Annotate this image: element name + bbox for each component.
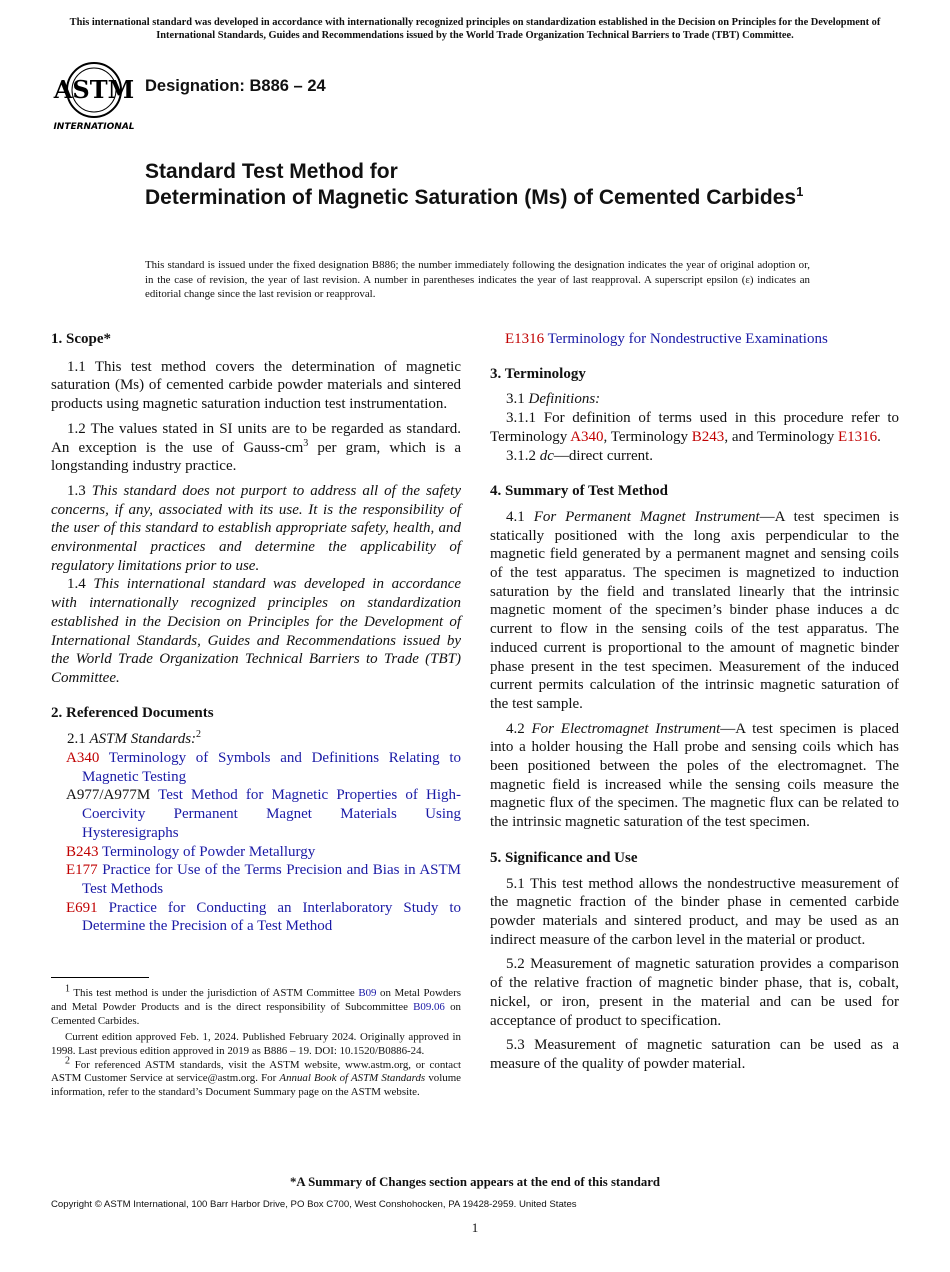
link-b0906[interactable]: B09.06 [413,1000,445,1013]
ref-e177[interactable] [51,861,461,898]
copyright: Copyright © ASTM International, 100 Barr Harbor Drive, PO Box C700, West Conshohocken, PA 19428-2959. United States [51,1199,577,1210]
paragraph-2-1 [51,730,461,749]
fn1-text-a: This test method is under the jurisdiction of ASTM Committee [70,987,359,999]
link-b09[interactable]: B09 [358,987,377,999]
footnote-rule [51,977,149,978]
ref-code: A977/A977M [66,787,151,804]
paragraph-1-4 [51,575,461,687]
p41-term: For Permanent Magnet Instrument [533,508,760,525]
footnotes [51,983,461,1100]
paragraph-3-1-2 [490,447,899,466]
designation-year: 24 [307,77,326,95]
paragraph-1-1: 1.1 This test method covers the determination of magnetic saturation (Ms) of cemented carbide powder materials and sintered products using magnetic saturation induction test instrumentation. [51,358,461,413]
title-line2-wrap [145,185,865,211]
ref-title[interactable]: Terminology for Nondestructive Examinations [547,331,828,347]
p312-num: 3.1.2 [506,447,540,464]
fn2-mark: 2 [65,1054,70,1066]
footnote-1 [51,983,461,1029]
ref-e691[interactable] [51,899,461,936]
fn1-mark: 1 [65,983,70,995]
ref-code[interactable]: E1316 [505,331,545,347]
paragraph-3-1-1 [490,409,899,446]
designation-sep: – [288,77,308,95]
p31-text: Definitions: [528,391,601,408]
p21-sup: 2 [196,729,202,741]
section-heading-summary: 4. Summary of Test Method [490,483,668,500]
fn1-text-b: on Metal Powders and Metal Powder Products and is the direct responsibility of Subcommittee [51,987,461,1013]
issued-note: This standard is issued under the fixed designation B886; the number immediately following the designation indicates the year of original adoption or, in the case of revision, the year of last revision. A number in parentheses indicates the year of last reapproval. A superscript epsilon (ε) indicates an editorial change since the last revision or reapproval. [145,259,810,300]
p12-text-a: 1.2 The values stated in SI units are to be regarded as standard. An exception is the use of Gauss-cm [51,420,461,456]
p14-text: This international standard was developed in accordance with internationally recognized principles on standardization established in the Decision on Principles for the Development of International Standards, Guides and Recommendations issued by the World Trade Organization Technical Barriers to Trade (TBT) Committee. [51,576,462,686]
right-column [490,330,899,1074]
ref-a340[interactable] [51,749,461,786]
ref-code[interactable]: A340 [66,750,100,767]
link-b243[interactable]: B243 [691,428,725,445]
p21-text: ASTM Standards: [89,731,197,748]
p41-num: 4.1 [506,508,534,525]
p311-text-b: , Terminology [603,428,692,445]
p31-num: 3.1 [506,391,529,408]
paragraph-1-3 [51,482,461,576]
ref-e1316[interactable] [490,330,899,349]
paragraph-5-1: 5.1 This test method allows the nondestructive measurement of the magnetic fraction of the binder phase in cemented carbide powder materials and sintered product, and may be used as an indirect measure of the carbon level in the material or product. [490,875,899,948]
header-notice: This international standard was developed in accordance with internationally recognized principles on standardization established in the Decision on Principles for the Development of International Standards, Guides and Recommendations issued by the World Trade Organization Technical Barriers to Trade (TBT) Committee. [69,17,881,41]
fn2-text-b: volume information, refer to the standard’s Document Summary page on the ASTM website. [51,1072,461,1099]
paragraph-1-2 [51,420,461,476]
fn2-text-a: For referenced ASTM standards, visit the ASTM website, www.astm.org, or contact ASTM Customer Service at service@astm.org. For [51,1058,461,1085]
section-heading-terminology: 3. Terminology [490,365,586,382]
link-a340[interactable]: A340 [570,428,604,445]
ref-title[interactable]: Practice for Conducting an Interlaboratory Study to Determine the Precision of a Test Method [82,899,461,935]
footnote-2 [51,1054,461,1101]
p13-num: 1.3 [67,482,92,499]
p14-num: 1.4 [67,576,94,593]
p41-text: —A test specimen is statically positioned with the long axis perpendicular to the magnetic field generated by a permanent magnet and sensing coils of the test apparatus. The specimen is magnetized to induction saturation by the field and translated linearly that the intrinsic magnetic moment of the specimen’s binder phase induces a dc current to flow in the sensing coils of the test apparatus. The induced current is proportional to the amount of magnetic binder phase present in the test specimen. Measurement of the induced current permits calculation of the intrinsic magnetic saturation of the test sample. [490,508,899,712]
ref-title[interactable]: Practice for Use of the Terms Precision and Bias in ASTM Test Methods [82,862,462,897]
p12-sup: 3 [303,437,309,449]
designation [145,77,326,96]
p311-text-c: , and Terminology [724,428,838,445]
ref-title[interactable]: Terminology of Symbols and Definitions Relating to Magnetic Testing [82,750,462,785]
p21-num: 2.1 [67,731,90,748]
document-title [145,159,865,211]
left-column [51,330,461,936]
paragraph-5-3: 5.3 Measurement of magnetic saturation can be used as a measure of the quality of powder material. [490,1037,899,1072]
p312-text: —direct current. [553,447,654,464]
p13-text: This standard does not purport to address all of the safety concerns, if any, associated with its use. It is the responsibility of the user of this standard to establish appropriate safety, health, and environmental practices and determine the applicability of regulatory limitations prior to use. [51,482,462,574]
section-heading-refdocs: 2. Referenced Documents [51,704,214,721]
fn1-text-c: on Cemented Carbides. [51,1000,461,1027]
p12-text-b: per gram, which is a longstanding industry practice. [51,439,461,475]
ref-code[interactable]: E177 [66,862,98,879]
p42-term: For Electromagnet Instrument [531,720,721,737]
ref-code[interactable]: E691 [66,899,98,916]
p311-text-a: 3.1.1 For definition of terms used in this procedure refer to Terminology [490,410,899,445]
section-heading-scope: 1. Scope* [51,331,111,347]
section-heading-significance: 5. Significance and Use [490,849,638,866]
title-line1: Standard Test Method for [145,160,398,183]
p311-text-d: . [877,428,881,445]
ref-code[interactable]: B243 [66,843,99,860]
paragraph-4-1 [490,508,899,714]
p42-text: —A test specimen is placed into a holder housing the Hall probe and sensing coils which has been positioned between the poles of the electromagnet. The magnetic field is increased while the sensing coils measure the magnetic flux of the specimen. The magnetic flux can be related to the intrinsic magnetic saturation of the test specimen. [490,720,899,831]
ref-title[interactable]: Terminology of Powder Metallurgy [102,843,316,860]
paragraph-5-2: 5.2 Measurement of magnetic saturation provides a comparison of the relative fraction of magnetic binder phase, that is, cobalt, nickel, or iron, present in the material and can be used for acceptance of product to specification. [490,956,899,1029]
summary-of-changes-note: *A Summary of Changes section appears at the end of this standard [289,1175,661,1189]
paragraph-4-2 [490,720,899,832]
title-line2: Determination of Magnetic Saturation (Ms) of Cemented Carbides [145,186,797,209]
title-footnote-mark: 1 [796,184,804,199]
fn2-italic: Annual Book of ASTM Standards [279,1072,426,1085]
ref-title[interactable]: Test Method for Magnetic Properties of High-Coercivity Permanent Magnet Materials Using Hysteresigraphs [82,787,461,841]
ref-b243[interactable] [51,843,461,862]
astm-logo-icon [52,56,136,132]
page-number: 1 [471,1220,479,1235]
designation-label: Designation: B886 [145,77,289,95]
p312-term: dc [539,447,554,464]
svg-text:ASTM: ASTM [53,75,135,104]
link-e1316[interactable]: E1316 [837,428,878,445]
paragraph-3-1 [490,390,899,409]
footnote-edition: Current edition approved Feb. 1, 2024. Published February 2024. Originally approved in 1998. Last previous edition approved in 2019 as B886 – 19. DOI: 10.1520/B0886-24. [51,1030,461,1057]
svg-text:INTERNATIONAL: INTERNATIONAL [53,122,135,132]
p42-num: 4.2 [506,720,532,737]
ref-a977[interactable] [51,786,461,842]
